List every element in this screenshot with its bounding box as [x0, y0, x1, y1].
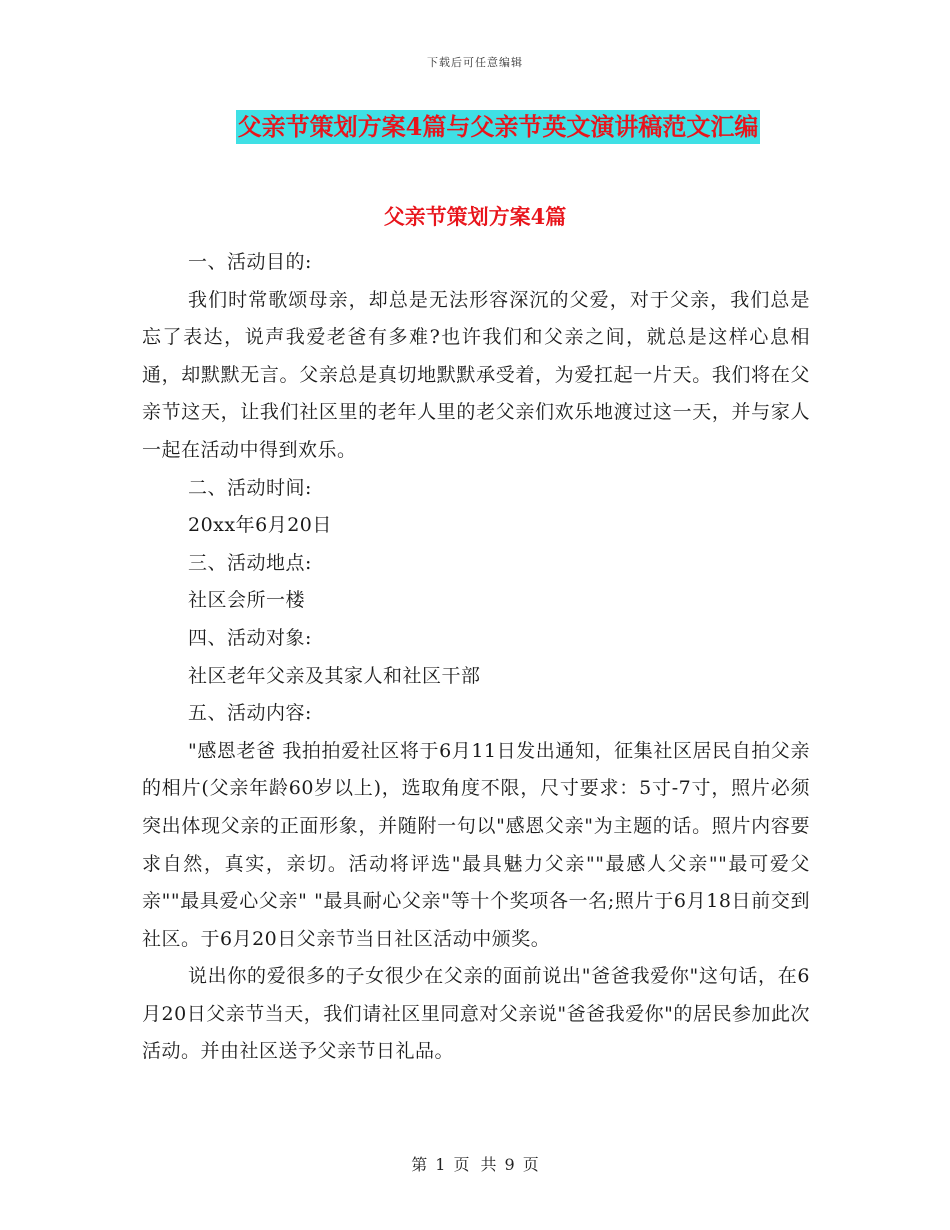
paragraph-say-love: 说出你的爱很多的子女很少在父亲的面前说出"爸爸我爱你"这句话，在6月20日父亲节当天，我们请社区里同意对父亲说"爸爸我爱你"的居民参加此次活动。并由社区送予父亲节日礼品。	[142, 965, 810, 1063]
paragraph-time: 20xx年6月20日	[188, 514, 332, 537]
paragraph-audience: 社区老年父亲及其家人和社区干部	[188, 664, 481, 687]
footer-current-page: 1	[435, 1155, 446, 1174]
doc-title: 父亲节策划方案4篇与父亲节英文演讲稿范文汇编	[236, 110, 761, 144]
footer-total-pages: 9	[504, 1155, 515, 1174]
heading-audience: 四、活动对象:	[188, 626, 312, 649]
heading-content: 五、活动内容:	[188, 702, 312, 725]
page-footer	[0, 1152, 950, 1175]
footer-label-of: 页 共	[453, 1155, 497, 1174]
paragraph-photo-activity: "感恩老爸 我拍拍爱社区将于6月11日发出通知，征集社区居民自拍父亲的相片(父亲年龄60岁以上)，选取角度不限，尺寸要求：5寸-7寸，照片必须突出体现父亲的正面形象，并随附一句以"感恩父亲"为主题的话。照片内容要求自然，真实，亲切。活动将评选"最具魅力父亲""最感人父亲""最可爱父亲""最具爱心父亲" "最具耐心父亲"等十个奖项各一名;照片于6月18日前交到社区。于6月20日父亲节当日社区活动中颁奖。	[142, 739, 810, 950]
footer-label-page: 第	[411, 1155, 428, 1174]
paragraph-location: 社区会所一楼	[188, 589, 306, 612]
paragraph-purpose: 我们时常歌颂母亲，却总是无法形容深沉的父爱，对于父亲，我们总是忘了表达，说声我爱老爸有多难?也许我们和父亲之间，就总是这样心息相通，却默默无言。父亲总是真切地默默承受着，为爱扛起一片天。我们将在父亲节这天，让我们社区里的老年人里的老父亲们欢乐地渡过这一天，并与家人一起在活动中得到欢乐。	[142, 288, 810, 461]
heading-time: 二、活动时间:	[188, 476, 312, 499]
document-body	[142, 244, 810, 1071]
section-title: 父亲节策划方案4篇	[383, 204, 567, 229]
header-note: 下载后可任意编辑	[427, 56, 523, 69]
doc-title-container	[0, 110, 950, 144]
heading-purpose: 一、活动目的:	[188, 251, 312, 273]
footer-label-end: 页	[522, 1155, 539, 1174]
heading-location: 三、活动地点:	[188, 551, 312, 574]
